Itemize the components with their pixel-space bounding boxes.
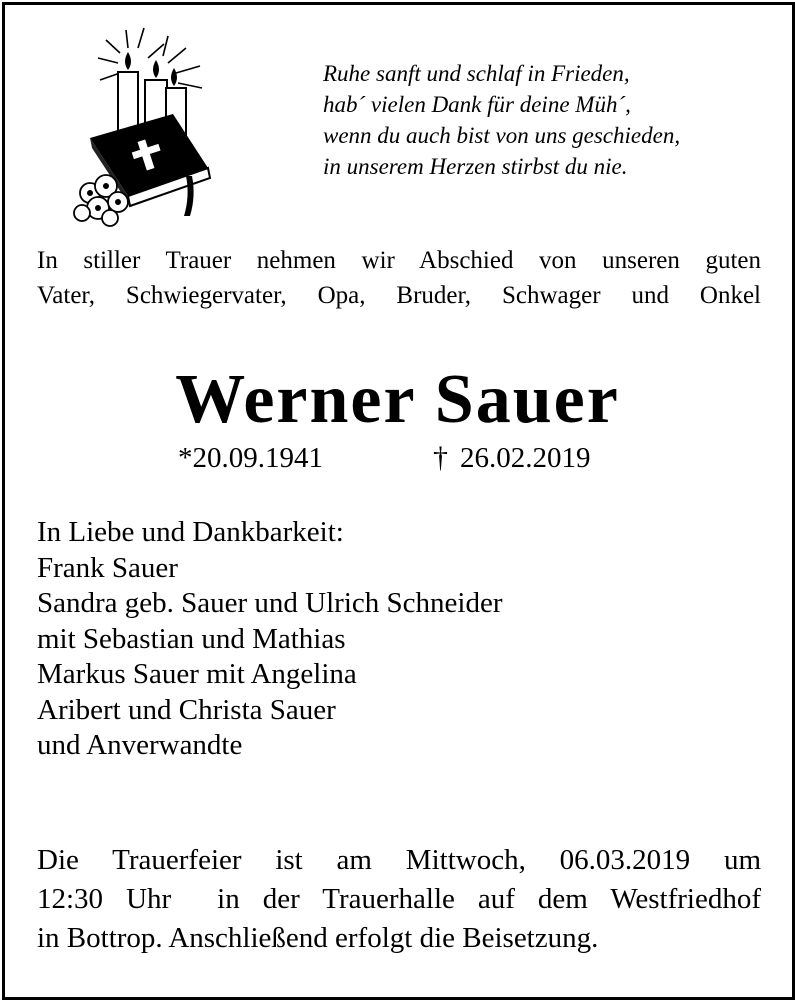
service-line: Die Trauerfeier ist am Mittwoch, 06.03.2019 um (37, 844, 761, 876)
poem-line: Ruhe sanft und schlaf in Frieden, (323, 61, 630, 86)
intro-line: In stiller Trauer nehmen wir Abschied von unseren guten (37, 247, 761, 274)
poem-line: wenn du auch bist von uns geschieden, (323, 123, 681, 148)
family-member: Markus Sauer mit Angelina (37, 658, 357, 690)
family-member: mit Sebastian und Mathias (37, 622, 346, 655)
death-date: 26.02.2019 (460, 442, 591, 474)
intro-line: Vater, Schwiegervater, Opa, Bruder, Schwager und Onkel (37, 282, 761, 309)
family-member: Aribert und Christa Sauer (37, 693, 336, 726)
death-date-group (433, 440, 591, 476)
service-line: in Bottrop. Anschließend erfolgt die Beisetzung. (37, 922, 599, 954)
birth-date: *20.09.1941 (178, 442, 323, 474)
family-member: Sandra geb. Sauer und Ulrich Schneider (37, 587, 503, 619)
service-line: 12:30 Uhr in der Trauerhalle auf dem Westfriedhof (37, 883, 761, 915)
family-list (37, 515, 502, 764)
family-member: Frank Sauer (37, 551, 178, 584)
candles-bible-flowers-icon (68, 18, 218, 228)
cross-icon: † (433, 441, 448, 474)
deceased-name: Werner Sauer (175, 361, 620, 438)
family-member: und Anverwandte (37, 729, 243, 761)
service-info (37, 841, 761, 958)
poem-line: in unserem Herzen stirbst du nie. (323, 154, 628, 179)
poem-line: hab´ vielen Dank für deine Müh´, (323, 92, 631, 117)
poem (323, 58, 680, 182)
intro-text (37, 243, 761, 313)
family-heading: In Liebe und Dankbarkeit: (37, 516, 344, 548)
